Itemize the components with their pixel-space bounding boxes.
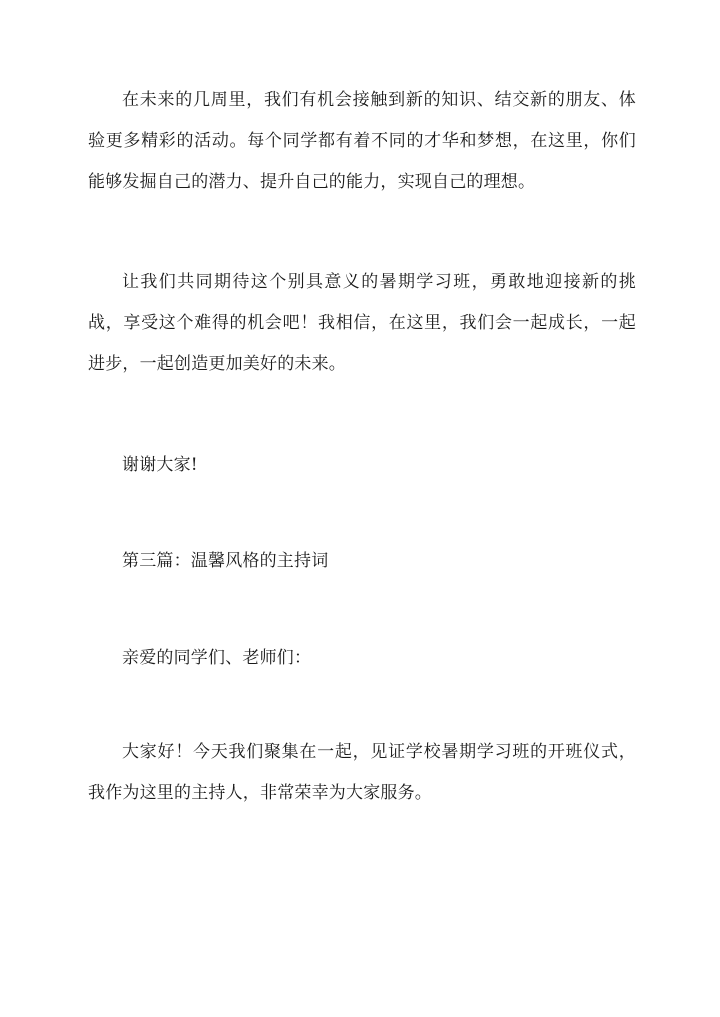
- paragraph-thanks: 谢谢大家!: [122, 455, 198, 475]
- paragraph-opening: 大家好！今天我们聚集在一起，见证学校暑期学习班的开班仪式，我作为这里的主持人，非常荣幸为大家服务。: [88, 742, 636, 803]
- section-heading-part-three: 第三篇：温馨风格的主持词: [122, 551, 329, 571]
- paragraph-greeting: 亲爱的同学们、老师们：: [122, 648, 312, 668]
- paragraph-future-weeks: 在未来的几周里，我们有机会接触到新的知识、结交新的朋友、体验更多精彩的活动。每个同学都有着不同的才华和梦想，在这里，你们能够发掘自己的潜力、提升自己的能力，实现自己的理想。: [88, 90, 636, 192]
- paragraph-look-forward: 让我们共同期待这个别具意义的暑期学习班，勇敢地迎接新的挑战，享受这个难得的机会吧！我相信，在这里，我们会一起成长，一起进步，一起创造更加美好的未来。: [88, 272, 636, 374]
